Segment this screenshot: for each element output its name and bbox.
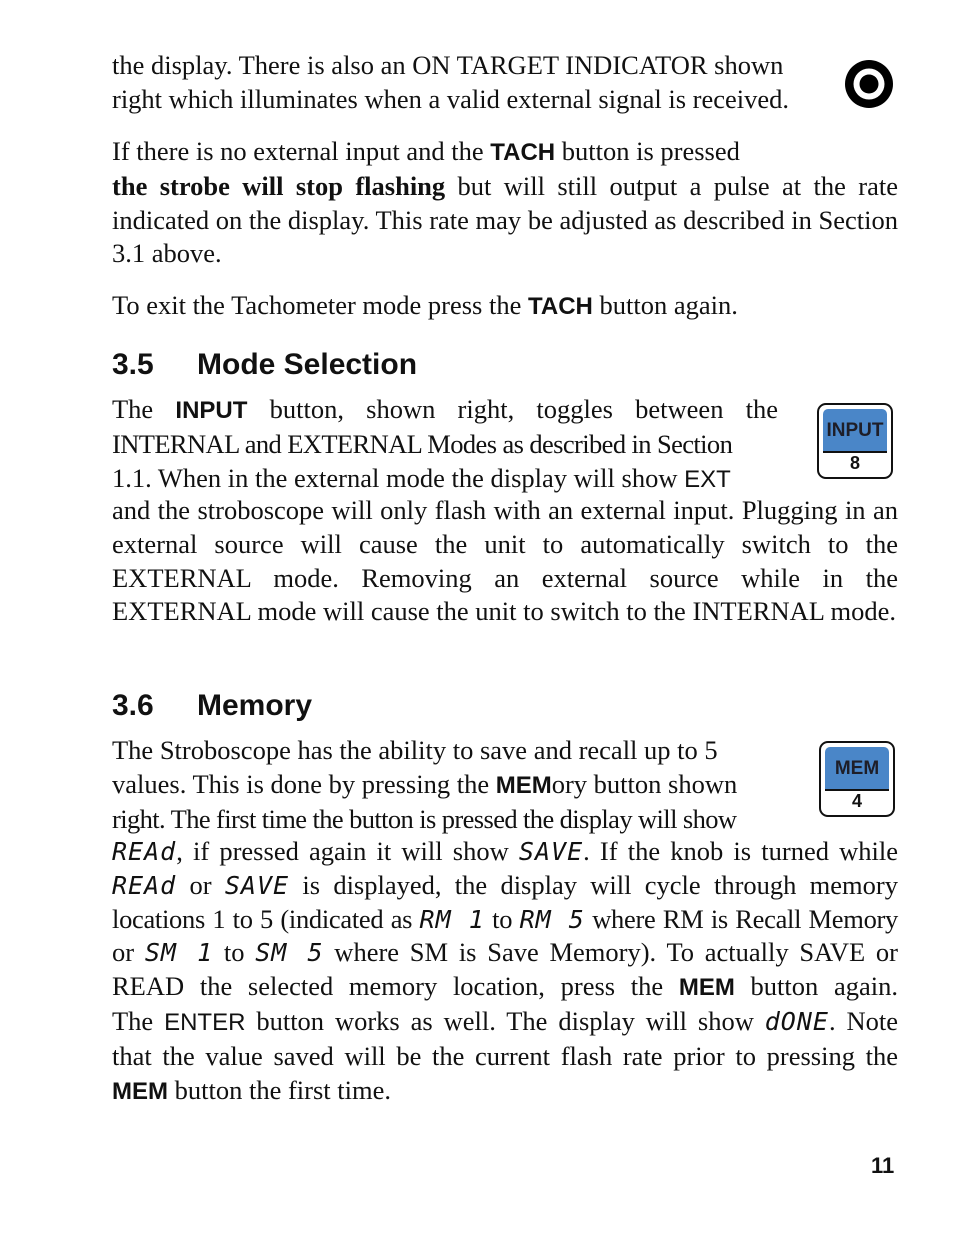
s36-text-17: . Note: [828, 1005, 898, 1036]
input-button-key: 8: [823, 451, 887, 473]
s36-text-5: or: [176, 869, 225, 900]
seg-rm5: RM 5: [519, 904, 585, 934]
s36-line-3: right. The first time the button is pressed the display will show: [112, 803, 737, 834]
section-3-5-intro: [112, 393, 778, 496]
s35-line-2: INTERNAL and EXTERNAL Modes as described in Section: [112, 428, 733, 459]
section-3-6-title: Memory: [197, 689, 313, 722]
s36-line-1: The Stroboscope has the ability to save and recall up to 5: [112, 735, 718, 765]
s36-text-4: . If the knob is turned while: [583, 836, 898, 866]
s36-text-18: that the value saved will be the current flash rate prior to pressing the: [112, 1040, 898, 1071]
mem-keyword-3: MEM: [112, 1077, 168, 1105]
s36-text-19: button the first time.: [168, 1074, 392, 1105]
mem-keyword-1: MEM: [495, 771, 552, 799]
s36-text-8: to: [484, 903, 520, 934]
s36-text-12: where SM is Save Memory). To actually SAVE or: [323, 937, 898, 968]
mem-button-label: MEM: [825, 747, 889, 791]
seg-sm5: SM 5: [255, 938, 324, 968]
exit-paragraph: [112, 289, 898, 324]
s36-text-11: to: [213, 937, 256, 968]
mem-button-image: [819, 741, 895, 817]
tach-para-text-1: If there is no external input and the: [112, 136, 491, 166]
tach-para-text-3: but will still output a pulse at the rate indicated on the display. This rate may be adjusted as described in Section 3.1 above.: [112, 170, 898, 269]
tach-para-text-2: button is pressed: [555, 136, 740, 166]
section-3-6-number: 3.6: [112, 689, 154, 722]
seg-read-1: REAd: [112, 837, 177, 866]
on-target-indicator-icon: [843, 58, 895, 110]
mem-button-key: 4: [825, 789, 889, 811]
intro-line-1: the display. There is also an ON TARGET INDICATOR shown: [112, 50, 784, 80]
intro-line-2: right which illuminates when a valid external signal is received.: [112, 84, 790, 114]
page-number: 11: [871, 1153, 895, 1178]
seg-read-2: REAd: [112, 870, 177, 900]
exit-tach-keyword: TACH: [528, 293, 593, 320]
seg-rm1: RM 1: [419, 904, 485, 934]
s36-text-6: is displayed, the display will cycle through memory: [289, 869, 898, 900]
mem-keyword-2: MEM: [678, 974, 735, 1002]
exit-text-2: button again.: [592, 290, 738, 320]
input-button-label: INPUT: [823, 409, 887, 453]
ext-keyword: EXT: [684, 465, 731, 493]
s36-text-15: The: [112, 1005, 165, 1036]
s36-text-14: button again.: [734, 971, 898, 1002]
s36-text-1: values. This is done by pressing the: [112, 768, 496, 799]
input-button-image: [817, 403, 893, 479]
section-3-5-title: Mode Selection: [197, 348, 418, 381]
s35-text-1: The: [112, 394, 176, 424]
seg-sm1: SM 1: [144, 938, 214, 968]
seg-save-1: SAVE: [518, 837, 584, 866]
s36-text-16: button works as well. The display will show: [245, 1005, 765, 1036]
section-3-5-rest: [112, 494, 898, 629]
s36-text-10: or: [112, 937, 145, 968]
section-3-5-heading: [112, 347, 417, 383]
s36-text-3: , if pressed again it will show: [176, 836, 519, 866]
section-3-6-rest: [112, 835, 898, 1108]
section-3-5-number: 3.5: [112, 348, 154, 381]
tach-paragraph: [112, 135, 898, 271]
s35-rest: and the stroboscope will only flash with an external input. Plugging in an external source will cause the unit to automatically switch to the EXTERNAL mode. Removing an external source while in the EXTERNAL mode will cause the unit to switch to the INTERNAL mode.: [112, 495, 898, 627]
s35-text-3: 1.1. When in the external mode the display will show: [112, 462, 685, 493]
seg-save-2: SAVE: [224, 870, 290, 900]
s36-text-2: ory button shown: [551, 768, 738, 799]
s36-text-13: READ the selected memory location, press the: [112, 971, 679, 1002]
exit-text-1: To exit the Tachometer mode press the: [112, 290, 528, 320]
input-keyword: INPUT: [175, 397, 248, 424]
seg-done: dONE: [764, 1006, 829, 1036]
s35-text-2: button, shown right, toggles between the: [247, 394, 779, 424]
tach-para-bold: the strobe will stop flashing: [112, 170, 446, 201]
section-3-6-heading: [112, 688, 312, 724]
s36-text-9: where RM is Recall Memory: [584, 903, 898, 934]
enter-keyword: ENTER: [164, 1008, 246, 1036]
s36-text-7: locations 1 to 5 (indicated as: [112, 903, 420, 934]
section-3-6-intro: [112, 734, 778, 836]
tach-keyword: TACH: [490, 139, 556, 166]
